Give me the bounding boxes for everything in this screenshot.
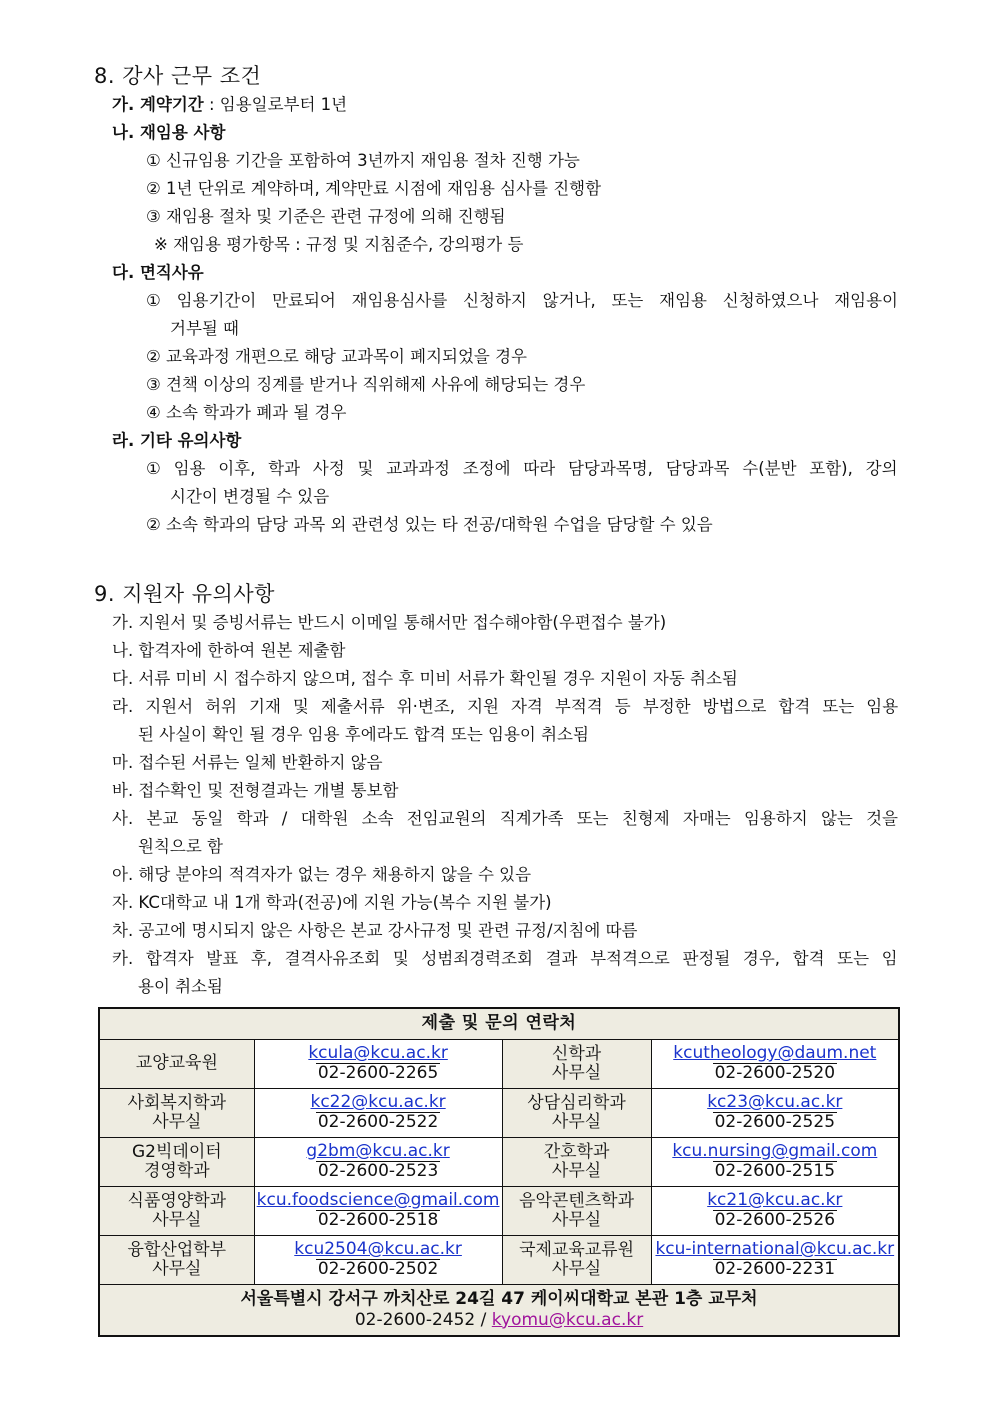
email-link[interactable]: kc22@kcu.ac.kr [310, 1092, 446, 1112]
dept-label-line1: G2빅데이터 [131, 1141, 222, 1162]
phone-number: 02-2600-2518 [317, 1210, 439, 1230]
dismissal-item-3: ③ 견책 이상의 징계를 받거나 직위해제 사유에 해당되는 경우 [146, 375, 586, 394]
dept-label [502, 1137, 651, 1186]
table-row [99, 1235, 899, 1284]
dept-label-line1: 사회복지학과 [127, 1092, 227, 1113]
dept-label [502, 1235, 651, 1284]
table-row [99, 1039, 899, 1088]
dept-contact [651, 1088, 899, 1137]
applicant-note-line: 다. 서류 미비 시 접수하지 않으며, 접수 후 미비 서류가 확인될 경우 지원이 자동 취소됨 [112, 669, 738, 688]
phone-number: 02-2600-2526 [714, 1210, 836, 1230]
office-address: 서울특별시 강서구 까치산로 24길 47 케이씨대학교 본관 1층 교무처 [240, 1288, 758, 1309]
contract-period-text: : 임용일로부터 1년 [203, 95, 348, 114]
dept-label-line1: 신학과 [551, 1043, 602, 1064]
table-row [99, 1088, 899, 1137]
other-notes-head: 라. 기타 유의사항 [112, 431, 242, 450]
table-row [99, 1137, 899, 1186]
dept-label-line1: 상담심리학과 [527, 1092, 626, 1113]
email-link[interactable]: kcu-international@kcu.ac.kr [655, 1239, 895, 1259]
reappointment-item-2: ② 1년 단위로 계약하며, 계약만료 시점에 재임용 심사를 진행함 [146, 179, 602, 198]
section-8-title: 8. 강사 근무 조건 [94, 64, 262, 88]
phone-number: 02-2600-2523 [317, 1161, 439, 1181]
dept-label [99, 1088, 254, 1137]
phone-number: 02-2600-2231 [714, 1259, 836, 1279]
other-notes-item-1: ① 임용 이후, 학과 사정 및 교과과정 조정에 따라 담당과목명, 담당과목 수(분반 포함), 강의 [146, 459, 898, 478]
contract-period-line [112, 94, 347, 116]
dept-label-line2: 경영학과 [143, 1160, 210, 1181]
dept-label-line2: 사무실 [551, 1209, 602, 1230]
dept-contact [651, 1039, 899, 1088]
office-phone: 02-2600-2452 / [354, 1309, 492, 1330]
applicant-note-line-cont: 원칙으로 함 [138, 837, 223, 856]
phone-number: 02-2600-2525 [714, 1112, 836, 1132]
dept-label-line2: 사무실 [152, 1258, 202, 1279]
dept-contact [254, 1088, 502, 1137]
dept-contact [254, 1039, 502, 1088]
dismissal-item-1-text: ① 임용기간이 만료되어 재임용심사를 신청하지 않거나, 또는 재임용 신청하였으나 재임용이 [146, 291, 898, 310]
email-link[interactable]: kc21@kcu.ac.kr [707, 1190, 843, 1210]
dept-contact [651, 1235, 899, 1284]
applicant-note-line: 라. 지원서 허위 기재 및 제출서류 위·변조, 지원 자격 부적격 등 부정한 방법으로 합격 또는 임용 [112, 697, 899, 716]
reappointment-note: ※ 재임용 평가항목 : 규정 및 지침준수, 강의평가 등 [154, 235, 524, 254]
dept-label-line2: 사무실 [551, 1160, 602, 1181]
dept-label-line2: 사무실 [551, 1258, 602, 1279]
phone-number: 02-2600-2520 [714, 1063, 836, 1083]
dept-contact [254, 1235, 502, 1284]
applicant-note-line-cont: 된 사실이 확인 될 경우 임용 후에라도 합격 또는 임용이 취소됨 [138, 725, 589, 744]
dept-label-line1: 식품영양학과 [127, 1190, 227, 1211]
dismissal-item-1-cont: 거부될 때 [170, 319, 240, 338]
phone-number: 02-2600-2515 [714, 1161, 836, 1181]
contract-period-head: 가. 계약기간 [112, 95, 204, 114]
email-link[interactable]: g2bm@kcu.ac.kr [306, 1141, 450, 1161]
phone-number: 02-2600-2502 [317, 1259, 439, 1279]
applicant-note-line: 바. 접수확인 및 전형결과는 개별 통보함 [112, 781, 399, 800]
contact-table [98, 1007, 900, 1337]
dept-label [502, 1039, 651, 1088]
email-link[interactable]: kcu.nursing@gmail.com [672, 1141, 878, 1161]
applicant-note-line: 가. 지원서 및 증빙서류는 반드시 이메일 통해서만 접수해야함(우편접수 불가) [112, 613, 667, 632]
section-9-title: 9. 지원자 유의사항 [94, 582, 275, 606]
dept-label [99, 1235, 254, 1284]
dept-label-line1: 융합산업학부 [127, 1239, 227, 1260]
contact-table-header: 제출 및 문의 연락처 [99, 1008, 899, 1039]
reappointment-item-3: ③ 재임용 절차 및 기준은 관련 규정에 의해 진행됨 [146, 207, 506, 226]
applicant-note-line: 마. 접수된 서류는 일체 반환하지 않음 [112, 753, 383, 772]
contact-table-footer [99, 1284, 899, 1336]
table-row [99, 1186, 899, 1235]
dismissal-item-2: ② 교육과정 개편으로 해당 교과목이 폐지되었을 경우 [146, 347, 527, 366]
phone-number: 02-2600-2265 [317, 1063, 439, 1083]
applicant-note-line: 나. 합격자에 한하여 원본 제출함 [112, 641, 346, 660]
other-notes-item-1-cont: 시간이 변경될 수 있음 [170, 487, 330, 506]
applicant-note-line-cont: 용이 취소됨 [138, 977, 223, 996]
applicant-note-line: 자. KC대학교 내 1개 학과(전공)에 지원 가능(복수 지원 불가) [112, 893, 552, 912]
dept-contact [651, 1137, 899, 1186]
email-link[interactable]: kcu2504@kcu.ac.kr [294, 1239, 462, 1259]
dept-label [502, 1088, 651, 1137]
dept-label-line1: 음악콘텐츠학과 [519, 1190, 635, 1211]
office-email-link[interactable]: kyomu@kcu.ac.kr [491, 1309, 644, 1330]
dept-label-line2: 사무실 [152, 1111, 202, 1132]
email-link[interactable]: kc23@kcu.ac.kr [707, 1092, 843, 1112]
dept-contact [254, 1137, 502, 1186]
dept-label-line1: 국제교육교류원 [519, 1239, 635, 1260]
dismissal-item-4: ④ 소속 학과가 폐과 될 경우 [146, 403, 347, 422]
dept-label-line1: 교양교육원 [135, 1053, 218, 1073]
applicant-note-line: 사. 본교 동일 학과 / 대학원 소속 전임교원의 직계가족 또는 친형제 자매는 임용하지 않는 것을 [112, 809, 898, 828]
email-link[interactable]: kcu.foodscience@gmail.com [256, 1190, 500, 1210]
dept-label [99, 1137, 254, 1186]
dept-label [99, 1186, 254, 1235]
email-link[interactable]: kcula@kcu.ac.kr [308, 1043, 448, 1063]
dept-contact [254, 1186, 502, 1235]
reappointment-head: 나. 재임용 사항 [112, 123, 226, 142]
dismissal-item-1 [146, 290, 898, 312]
applicant-note-line: 차. 공고에 명시되지 않은 사항은 본교 강사규정 및 관련 규정/지침에 따름 [112, 921, 638, 940]
dept-label-line2: 사무실 [551, 1111, 602, 1132]
applicant-note-line: 카. 합격자 발표 후, 결격사유조회 및 성범죄경력조회 결과 부적격으로 판정될 경우, 합격 또는 임 [112, 949, 898, 968]
reappointment-item-1: ① 신규임용 기간을 포함하여 3년까지 재임용 절차 진행 가능 [146, 151, 580, 170]
dept-label-line2: 사무실 [152, 1209, 202, 1230]
other-notes-item-2: ② 소속 학과의 담당 과목 외 관련성 있는 타 전공/대학원 수업을 담당할 수 있음 [146, 515, 713, 534]
applicant-note-line: 아. 해당 분야의 적격자가 없는 경우 채용하지 않을 수 있음 [112, 865, 532, 884]
email-link[interactable]: kcutheology@daum.net [673, 1043, 877, 1063]
dept-label [99, 1039, 254, 1088]
dept-label [502, 1186, 651, 1235]
dismissal-head: 다. 면직사유 [112, 263, 204, 282]
dept-contact [651, 1186, 899, 1235]
phone-number: 02-2600-2522 [317, 1112, 439, 1132]
dept-label-line2: 사무실 [551, 1062, 602, 1083]
dept-label-line1: 간호학과 [543, 1141, 610, 1162]
